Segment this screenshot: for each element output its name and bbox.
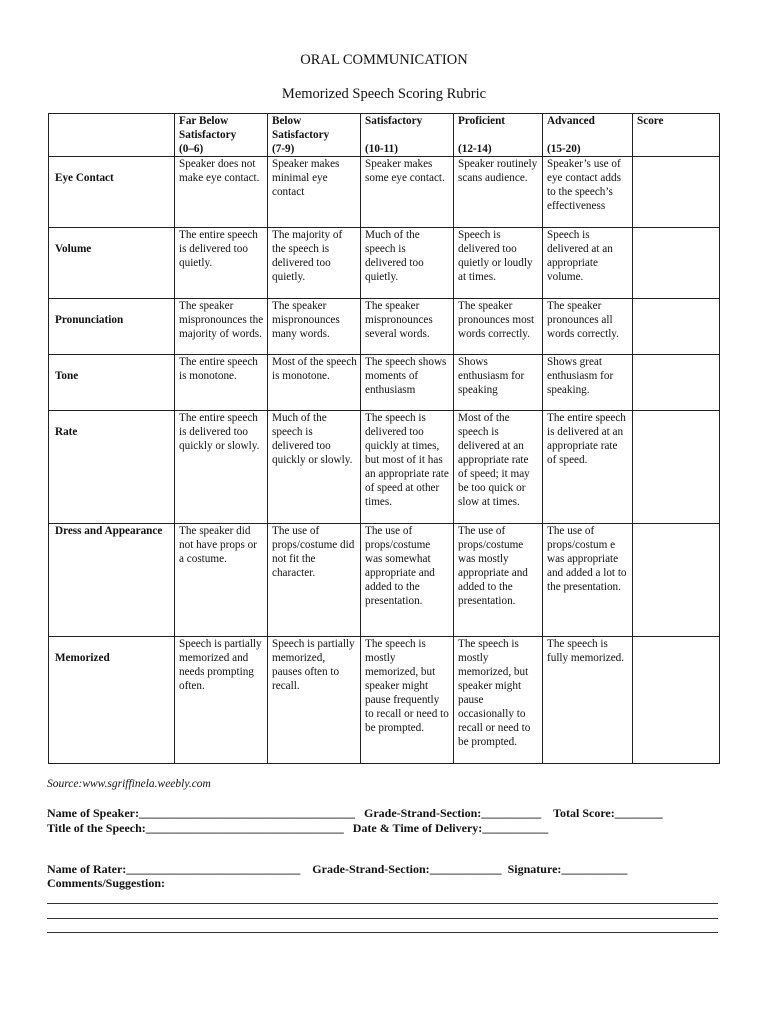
header-far-below (175, 114, 268, 157)
comments-label: Comments/Suggestion: (47, 876, 166, 890)
cell-pronunciation-far-below: The speaker mispronounces the majority of words. (175, 299, 268, 355)
cell-dress-appearance-below: The use of props/costume did not fit the character. (268, 524, 361, 637)
cell-dress-appearance-satisfactory: The use of props/costume was somewhat appropriate and added to the presentation. (361, 524, 454, 637)
cell-pronunciation-satisfactory: The speaker mispronounces several words. (361, 299, 454, 355)
rater-info-line[interactable]: Name of Rater:_____________________________ Grade-Strand-Section:____________ Signature:___________ (47, 862, 628, 876)
header-below-l1: Below (272, 115, 302, 127)
cell-eye-contact-satisfactory: Speaker makes some eye contact. (361, 157, 454, 228)
criterion-volume: Volume (49, 228, 175, 299)
cell-rate-below: Much of the speech is delivered too quickly or slowly. (268, 411, 361, 524)
header-below (268, 114, 361, 157)
cell-volume-advanced: Speech is delivered at an appropriate volume. (543, 228, 633, 299)
rubric-row-dress-appearance (49, 524, 720, 637)
header-satisfactory-l2 (365, 128, 450, 142)
score-cell-volume[interactable] (633, 228, 720, 299)
cell-volume-proficient: Speech is delivered too quietly or loudly at times. (454, 228, 543, 299)
header-advanced-l2 (547, 128, 629, 142)
criterion-rate: Rate (49, 411, 175, 524)
cell-dress-appearance-proficient: The use of props/costume was mostly appropriate and added to the presentation. (454, 524, 543, 637)
header-below-range: (7-9) (272, 143, 295, 155)
header-proficient-l1: Proficient (458, 115, 506, 127)
cell-tone-proficient: Shows enthusiasm for speaking (454, 355, 543, 411)
header-below-l2: Satisfactory (272, 129, 330, 141)
header-proficient (454, 114, 543, 157)
score-cell-dress-appearance[interactable] (633, 524, 720, 637)
rubric-row-memorized (49, 637, 720, 764)
cell-rate-satisfactory: The speech is delivered too quickly at times, but most of it has an appropriate rate of speed at other times. (361, 411, 454, 524)
criterion-dress-appearance: Dress and Appearance (49, 524, 175, 637)
cell-memorized-proficient: The speech is mostly memorized, but speaker might pause occasionally to recall or need to be prompted. (454, 637, 543, 764)
score-cell-tone[interactable] (633, 355, 720, 411)
header-score-l1: Score (637, 115, 664, 127)
criterion-memorized: Memorized (49, 637, 175, 764)
score-cell-rate[interactable] (633, 411, 720, 524)
cell-volume-far-below: The entire speech is delivered too quietly. (175, 228, 268, 299)
cell-tone-below: Most of the speech is monotone. (268, 355, 361, 411)
cell-volume-satisfactory: Much of the speech is delivered too quietly. (361, 228, 454, 299)
cell-pronunciation-proficient: The speaker pronounces most words correctly. (454, 299, 543, 355)
cell-rate-far-below: The entire speech is delivered too quickly or slowly. (175, 411, 268, 524)
cell-memorized-satisfactory: The speech is mostly memorized, but speaker might pause frequently to recall or need to be prompted. (361, 637, 454, 764)
score-cell-pronunciation[interactable] (633, 299, 720, 355)
page-title: ORAL COMMUNICATION (300, 52, 468, 68)
cell-tone-satisfactory: The speech shows moments of enthusiasm (361, 355, 454, 411)
score-cell-eye-contact[interactable] (633, 157, 720, 228)
criterion-pronunciation: Pronunciation (49, 299, 175, 355)
cell-volume-below: The majority of the speech is delivered too quietly. (268, 228, 361, 299)
cell-pronunciation-below: The speaker mispronounces many words. (268, 299, 361, 355)
cell-memorized-advanced: The speech is fully memorized. (543, 637, 633, 764)
cell-dress-appearance-far-below: The speaker did not have props or a costume. (175, 524, 268, 637)
header-proficient-l2 (458, 128, 539, 142)
cell-eye-contact-far-below: Speaker does not make eye contact. (175, 157, 268, 228)
rubric-row-tone (49, 355, 720, 411)
header-satisfactory-l1: Satisfactory (365, 115, 423, 127)
rubric-table (48, 113, 720, 764)
cell-memorized-far-below: Speech is partially memorized and needs prompting often. (175, 637, 268, 764)
cell-eye-contact-below: Speaker makes minimal eye contact (268, 157, 361, 228)
source-citation: Source:www.sgriffinela.weebly.com (47, 778, 211, 790)
rubric-row-volume (49, 228, 720, 299)
score-cell-memorized[interactable] (633, 637, 720, 764)
speaker-info-line[interactable]: Name of Speaker:____________________________________ Grade-Strand-Section:__________ Total Score:________ (47, 806, 663, 820)
header-criterion (49, 114, 175, 157)
cell-memorized-below: Speech is partially memorized, pauses often to recall. (268, 637, 361, 764)
header-satisfactory-range: (10-11) (365, 143, 398, 155)
criterion-eye-contact: Eye Contact (49, 157, 175, 228)
cell-eye-contact-proficient: Speaker routinely scans audience. (454, 157, 543, 228)
rubric-row-eye-contact (49, 157, 720, 228)
comment-line-2[interactable] (47, 918, 718, 919)
header-row (49, 114, 720, 157)
rubric-row-pronunciation (49, 299, 720, 355)
comment-line-3[interactable] (47, 932, 718, 933)
cell-tone-far-below: The entire speech is monotone. (175, 355, 268, 411)
cell-rate-proficient: Most of the speech is delivered at an appropriate rate of speed; it may be too quick or slow at times. (454, 411, 543, 524)
header-advanced-range: (15-20) (547, 143, 581, 155)
header-advanced-l1: Advanced (547, 115, 595, 127)
header-far-below-range: (0–6) (179, 143, 204, 155)
criterion-tone: Tone (49, 355, 175, 411)
header-far-below-l1: Far Below (179, 115, 229, 127)
header-satisfactory (361, 114, 454, 157)
cell-dress-appearance-advanced: The use of props/costum e was appropriate and added a lot to the presentation. (543, 524, 633, 637)
comment-line-1[interactable] (47, 903, 718, 904)
header-proficient-range: (12-14) (458, 143, 492, 155)
cell-eye-contact-advanced: Speaker’s use of eye contact adds to the speech’s effectiveness (543, 157, 633, 228)
cell-rate-advanced: The entire speech is delivered at an appropriate rate of speed. (543, 411, 633, 524)
header-advanced (543, 114, 633, 157)
header-far-below-l2: Satisfactory (179, 129, 237, 141)
page-subtitle: Memorized Speech Scoring Rubric (281, 86, 487, 102)
header-score (633, 114, 720, 157)
rubric-row-rate (49, 411, 720, 524)
cell-tone-advanced: Shows great enthusiasm for speaking. (543, 355, 633, 411)
speech-title-line[interactable]: Title of the Speech:_________________________________ Date & Time of Delivery:___________ (47, 821, 549, 835)
cell-pronunciation-advanced: The speaker pronounces all words correctly. (543, 299, 633, 355)
